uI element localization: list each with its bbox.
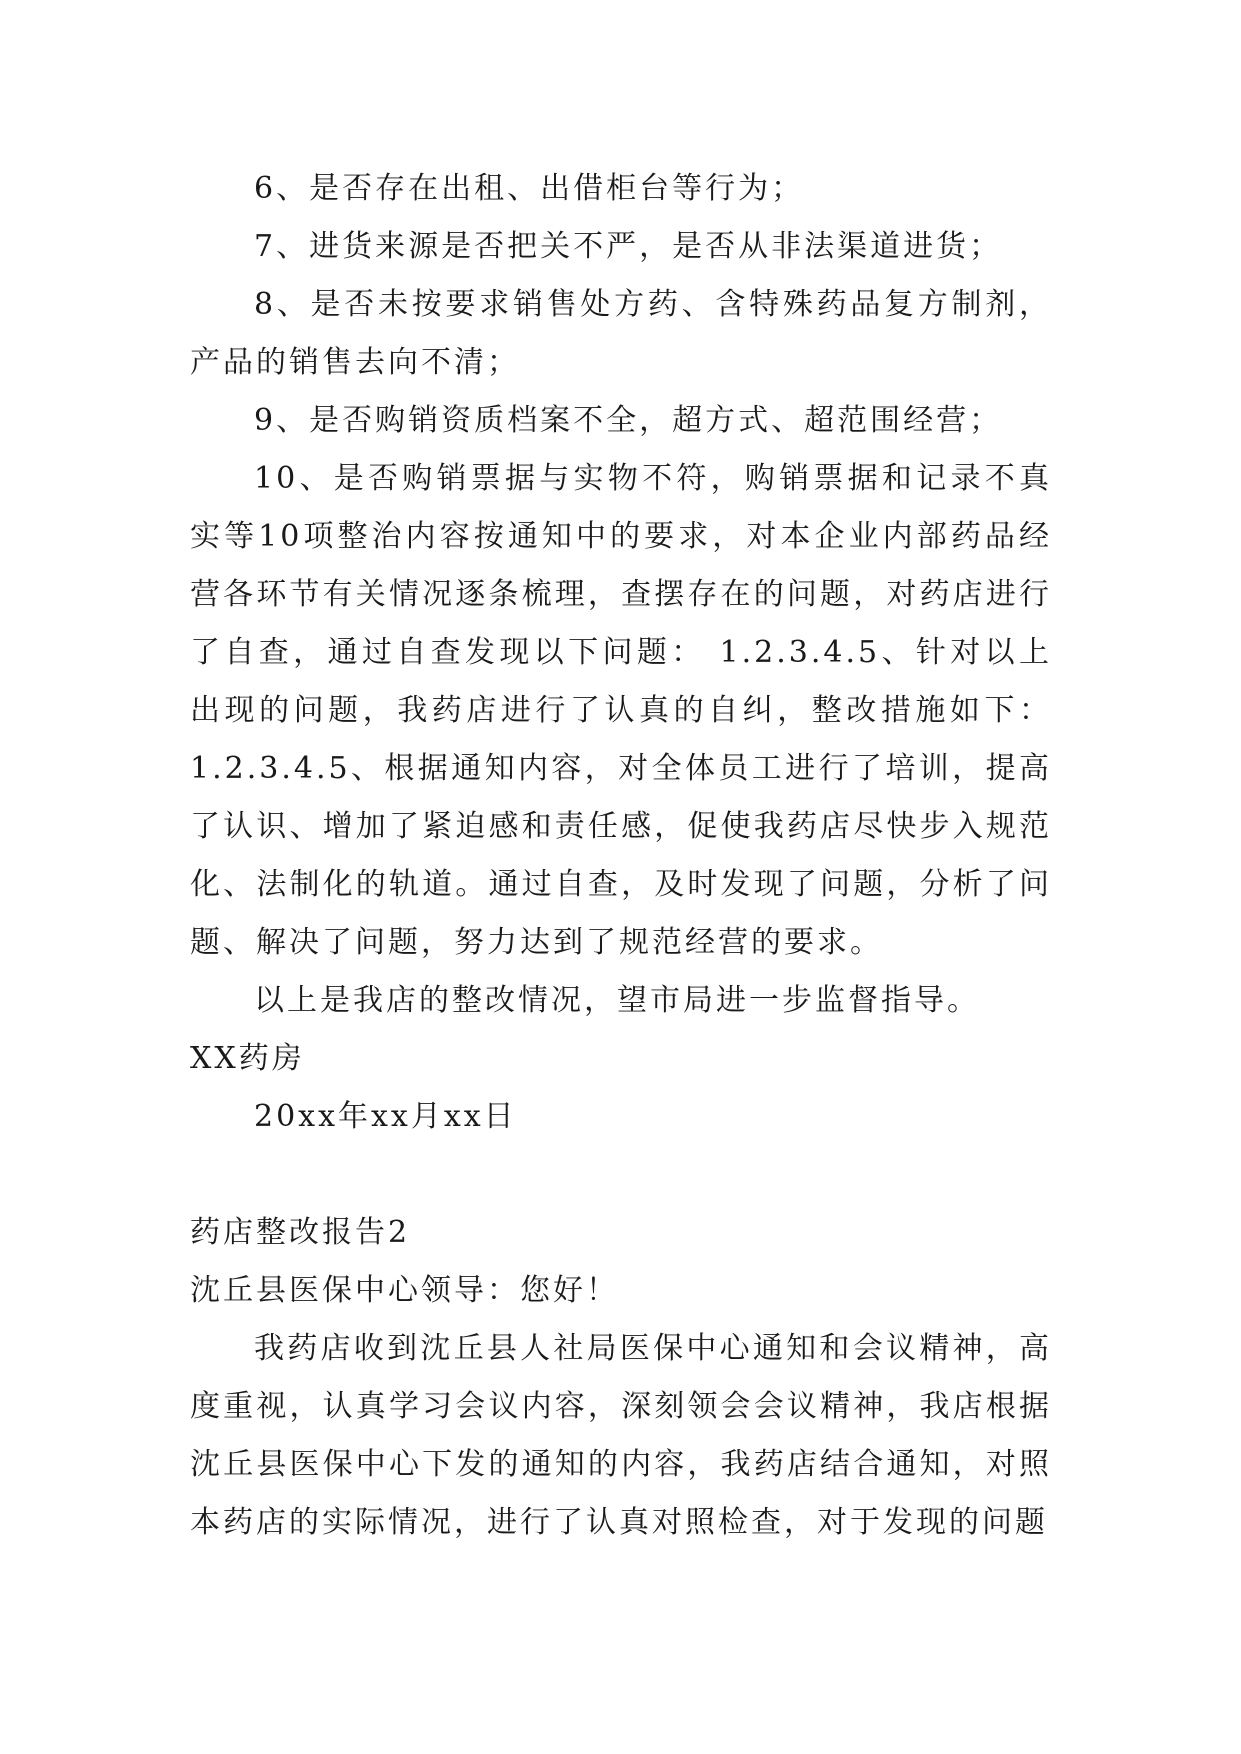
item-10: 10、是否购销票据与实物不符，购销票据和记录不真实等10项整治内容按通知中的要求，对本企业内部药品经营各环节有关情况逐条梳理，查摆存在的问题，对药店进行了自查，通过自查发现以下问题： 1.2.3.4.5、针对以上出现的问题，我药店进行了认真的自纠，整改措施如下：1.2.3.4.5、根据通知内容，对全体员工进行了培训，提高了认识、增加了紧迫感和责任感，促使我药店尽快步入规范化、法制化的轨道。通过自查，及时发现了问题，分析了问题、解决了问题，努力达到了规范经营的要求。 (190, 461, 1052, 960)
body-paragraph: 我药店收到沈丘县人社局医保中心通知和会议精神，高度重视，认真学习会议内容，深刻领会会议精神，我店根据沈丘县医保中心下发的通知的内容，我药店结合通知，对照本药店的实际情况，进行了认真对照检查，对于发现的问题 (190, 1331, 1052, 1540)
section-title: 药店整改报告2 (190, 1215, 411, 1250)
item-6: 6、是否存在出租、出借柜台等行为； (254, 171, 805, 206)
document-body (190, 160, 1052, 1552)
item-9: 9、是否购销资质档案不全，超方式、超范围经营； (254, 403, 1003, 438)
closing-line: 以上是我店的整改情况，望市局进一步监督指导。 (254, 983, 980, 1018)
signature: XX药房 (190, 1041, 305, 1076)
date-line: 20xx年xx月xx日 (254, 1099, 517, 1134)
section-gap (190, 1146, 1052, 1204)
item-7: 7、进货来源是否把关不严，是否从非法渠道进货； (254, 229, 1003, 264)
item-8: 8、是否未按要求销售处方药、含特殊药品复方制剂，产品的销售去向不清； (190, 287, 1052, 380)
salutation: 沈丘县医保中心领导：您好！ (190, 1273, 619, 1308)
